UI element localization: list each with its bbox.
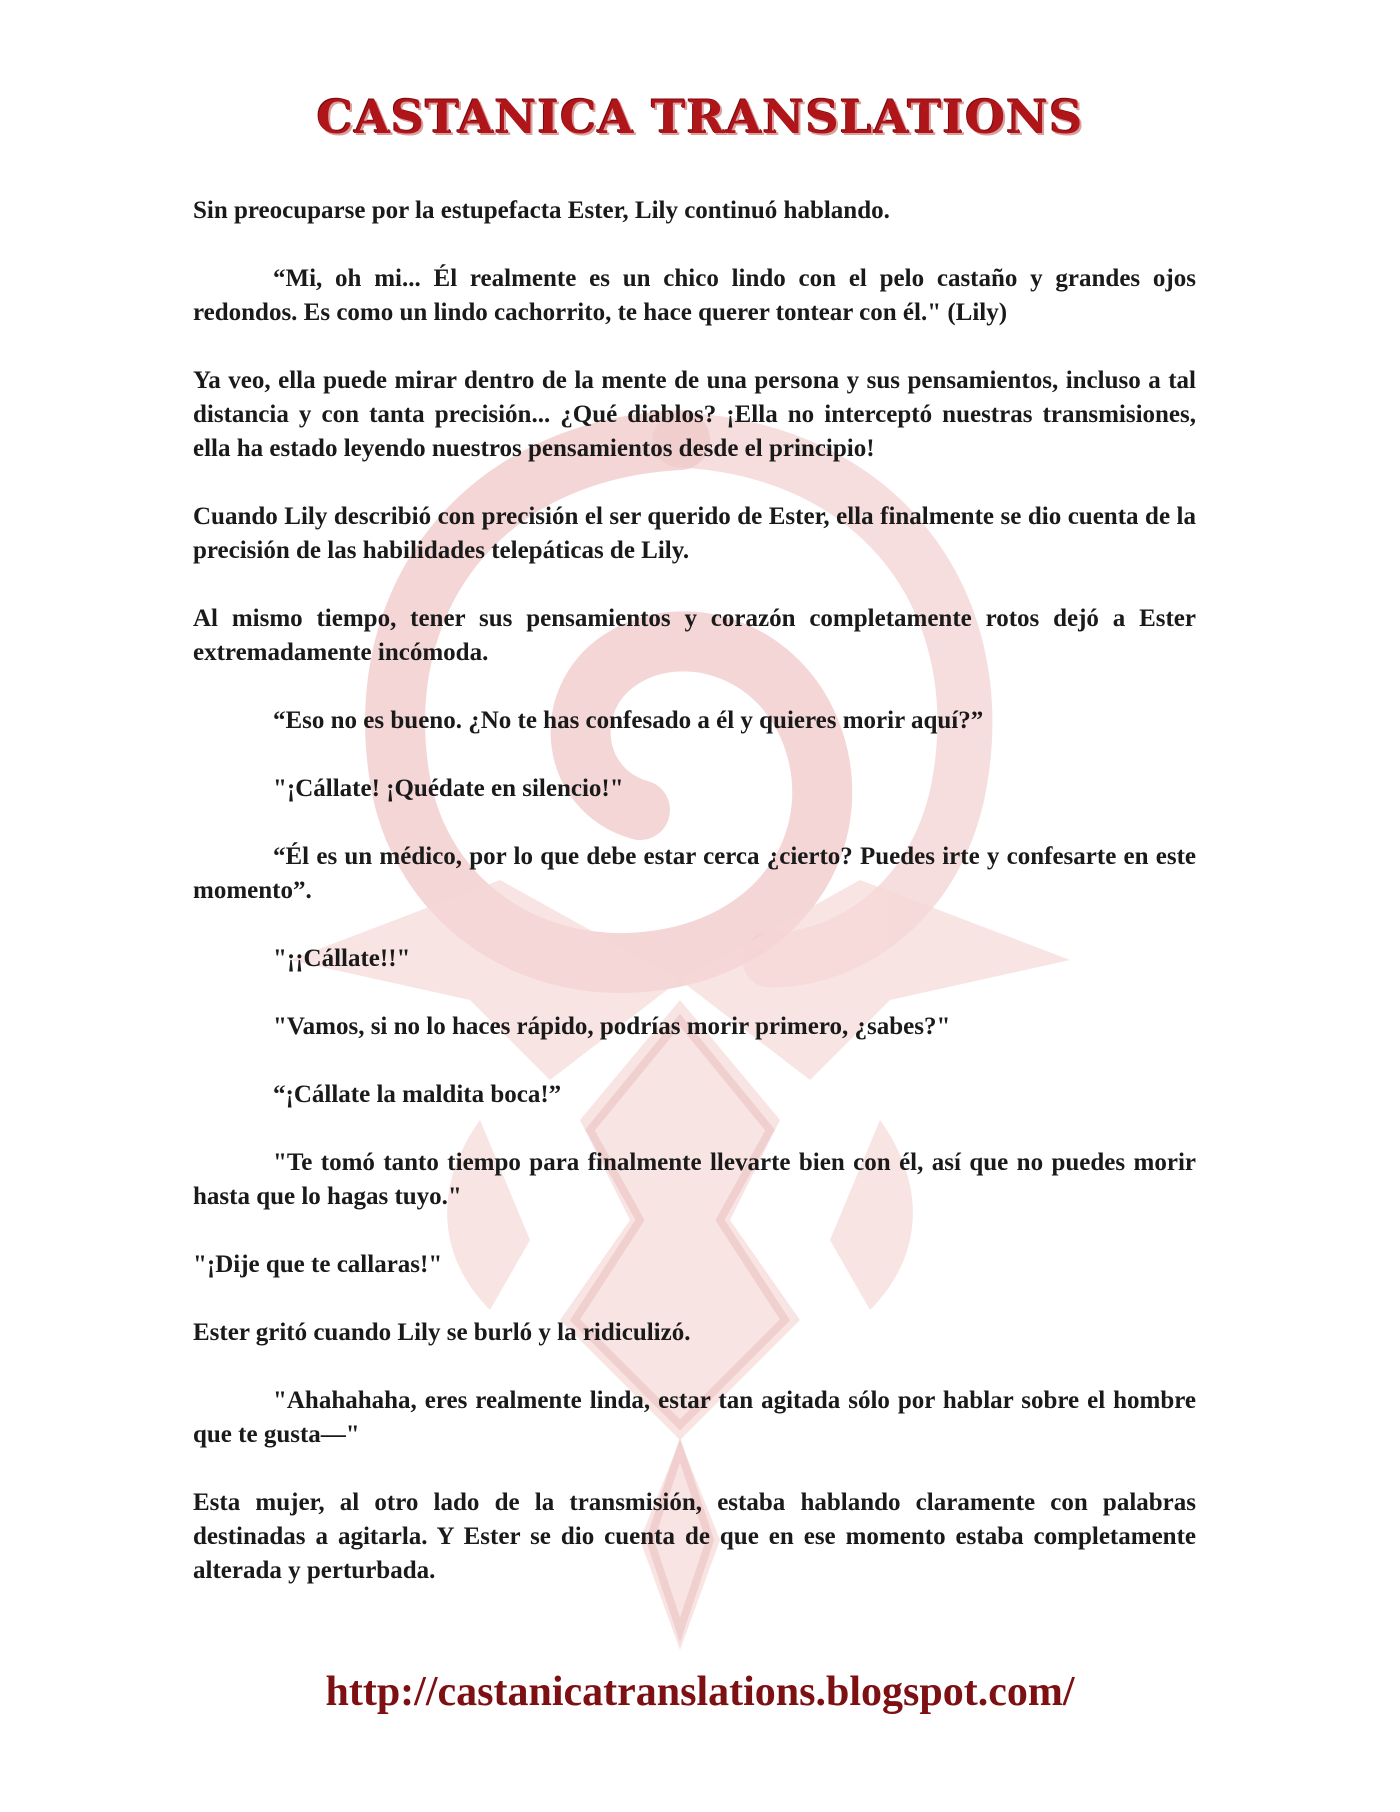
paragraph: Al mismo tiempo, tener sus pensamientos y corazón completamente rotos dejó a Ester extremadamente incómoda.	[193, 605, 1196, 666]
paragraph: Sin preocuparse por la estupefacta Ester, Lily continuó hablando.	[193, 197, 890, 224]
paragraph: Cuando Lily describió con precisión el ser querido de Ester, ella finalmente se dio cuenta de la precisión de las habilidades telepáticas de Lily.	[193, 503, 1196, 564]
paragraph: “¡Cállate la maldita boca!”	[273, 1081, 562, 1108]
paragraph: "Te tomó tanto tiempo para finalmente llevarte bien con él, así que no puedes morir hasta que lo hagas tuyo."	[193, 1149, 1196, 1210]
paragraph: "Vamos, si no lo haces rápido, podrías morir primero, ¿sabes?"	[273, 1013, 951, 1040]
paragraph: "Ahahahaha, eres realmente linda, estar tan agitada sólo por hablar sobre el hombre que te gusta—"	[193, 1387, 1196, 1448]
paragraph: “Eso no es bueno. ¿No te has confesado a él y quieres morir aquí?”	[273, 707, 984, 734]
paragraph: "¡Cállate! ¡Quédate en silencio!"	[273, 775, 624, 802]
paragraph: “Él es un médico, por lo que debe estar cerca ¿cierto? Puedes irte y confesarte en este momento”.	[193, 843, 1196, 904]
paragraph: Ya veo, ella puede mirar dentro de la mente de una persona y sus pensamientos, incluso a tal distancia y con tanta precisión... ¿Qué diablos? ¡Ella no interceptó nuestras transmisiones, ella ha estado leyendo nuestros pensamientos desde el principio!	[193, 367, 1196, 462]
paragraph: Ester gritó cuando Lily se burló y la ridiculizó.	[193, 1319, 691, 1346]
paragraph: Esta mujer, al otro lado de la transmisión, estaba hablando claramente con palabras destinadas a agitarla. Y Ester se dio cuenta de que en ese momento estaba completamente alterada y perturbada.	[193, 1489, 1196, 1584]
paragraph: "¡Dije que te callaras!"	[193, 1251, 443, 1278]
body-text	[193, 194, 1196, 1622]
paragraph: "¡¡Cállate!!"	[273, 945, 411, 972]
blog-url-link[interactable]: http://castanicatranslations.blogspot.com/	[325, 1669, 1075, 1715]
paragraph: “Mi, oh mi... Él realmente es un chico lindo con el pelo castaño y grandes ojos redondos. Es como un lindo cachorrito, te hace querer tontear con él." (Lily)	[193, 265, 1196, 326]
page-title: CASTANICA TRANSLATIONS	[316, 90, 1084, 144]
